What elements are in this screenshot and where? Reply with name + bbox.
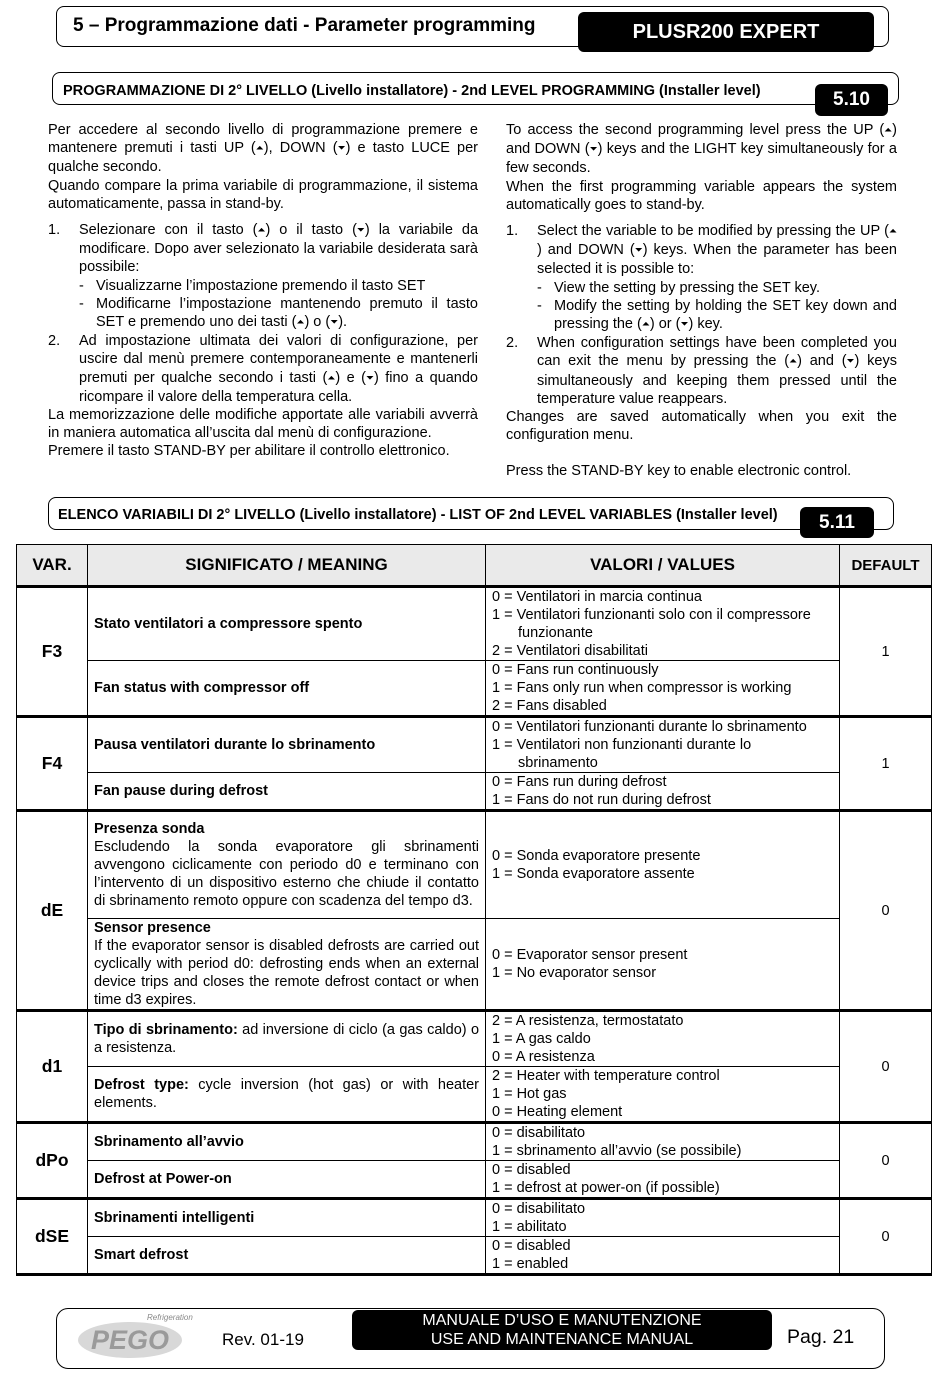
- arrow-down-icon: ⏷: [634, 245, 643, 257]
- list-item: - Modificarne l’impostazione mantenendo premuto il tasto SET e premendo uno dei tasti (⏶) o (⏷).: [79, 295, 478, 332]
- default-value: 0: [840, 811, 932, 1011]
- chapter-title: 5 – Programmazione dati - Parameter programming: [73, 15, 536, 36]
- logo-text: PEGO: [91, 1325, 170, 1355]
- table-row: [17, 1123, 932, 1161]
- meaning-it: Presenza sonda Escludendo la sonda evaporatore gli sbrinamenti avvengono ciclicamente con periodo d0 e terminano con l’intervento di un dispositivo esterno che chiude il contatto di sbrinamento remoto oppure con scadenza del tempo d3.: [88, 811, 486, 919]
- column-header-var: VAR.: [17, 545, 88, 587]
- paragraph: Premere il tasto STAND-BY per abilitare il controllo elettronico.: [48, 443, 450, 460]
- manual-title: MANUALE D’USO E MANUTENZIONE USE AND MAINTENANCE MANUAL: [352, 1310, 772, 1350]
- arrow-down-icon: ⏷: [365, 372, 374, 384]
- arrow-up-icon: ⏶: [789, 356, 798, 368]
- meaning-en: Defrost at Power-on: [88, 1161, 486, 1199]
- values-en: 0 = disabled 1 = enabled: [486, 1237, 840, 1275]
- arrow-down-icon: ⏷: [337, 143, 346, 155]
- arrow-up-icon: ⏶: [641, 319, 650, 331]
- meaning-it: Sbrinamento all’avvio: [88, 1123, 486, 1161]
- meaning-it: Tipo di sbrinamento: ad inversione di ciclo (a gas caldo) o a resistenza.: [88, 1011, 486, 1067]
- default-value: 0: [840, 1011, 932, 1123]
- values-it: 0 = Sonda evaporatore presente 1 = Sonda evaporatore assente: [486, 811, 840, 919]
- values-en: 2 = Heater with temperature control 1 = Hot gas 0 = Heating element: [486, 1067, 840, 1123]
- meaning-en: Fan status with compressor off: [88, 661, 486, 717]
- section-title-5-10: PROGRAMMAZIONE DI 2° LIVELLO (Livello installatore) - 2nd LEVEL PROGRAMMING (Installer level): [63, 83, 761, 99]
- values-it: 0 = Ventilatori funzionanti durante lo sbrinamento 1 = Ventilatori non funzionanti durante lo sbrinamento: [486, 717, 840, 773]
- list-item: 2. When configuration settings have been completed you can exit the menu by pressing the (⏶) and (⏷) keys simultaneously and keeping them pressed until the temperature value reappears.: [506, 335, 897, 407]
- revision: Rev. 01-19: [222, 1330, 304, 1349]
- meaning-en: Fan pause during defrost: [88, 773, 486, 811]
- pego-logo: [75, 1306, 193, 1362]
- values-en: 0 = disabled 1 = defrost at power-on (if possible): [486, 1161, 840, 1199]
- var-code: F4: [17, 717, 88, 811]
- paragraph: Quando compare la prima variabile di programmazione, il sistema automaticamente, passa in stand-by.: [48, 177, 478, 212]
- paragraph: Press the STAND-BY key to enable electronic control.: [506, 463, 852, 480]
- steps-list: [48, 221, 478, 406]
- model-badge: PLUSR200 EXPERT: [578, 12, 874, 52]
- values-it: 0 = Ventilatori in marcia continua 1 = Ventilatori funzionanti solo con il compressore funzionante 2 = Ventilatori disabilitati: [486, 587, 840, 661]
- meaning-it: Pausa ventilatori durante lo sbrinamento: [88, 717, 486, 773]
- list-item: 2. Ad impostazione ultimata dei valori di configurazione, per uscire dal menù premere contemporaneamente e mantenerli premuti per qualche secondo i tasti (⏶) e (⏷) fino a quando ricompare il valore della temperatura cella.: [48, 333, 478, 405]
- values-it: 0 = disabilitato 1 = abilitato: [486, 1199, 840, 1237]
- meaning-it: Sbrinamenti intelligenti: [88, 1199, 486, 1237]
- table-row: [17, 811, 932, 919]
- values-en: 0 = Evaporator sensor present 1 = No evaporator sensor: [486, 919, 840, 1011]
- paragraph: To access the second programming level press the UP (⏶) and DOWN (⏷) keys and the LIGHT key simultaneously for a few seconds.: [506, 122, 897, 177]
- steps-list: [506, 222, 897, 408]
- table-row: [17, 717, 932, 773]
- table-row: [17, 773, 932, 811]
- default-value: 1: [840, 717, 932, 811]
- arrow-down-icon: ⏷: [330, 317, 339, 329]
- column-header-meaning: SIGNIFICATO / MEANING: [88, 545, 486, 587]
- var-code: dPo: [17, 1123, 88, 1199]
- paragraph: La memorizzazione delle modifiche apportate alle variabili avverrà in maniera automatica all’uscita dal menù di configurazione.: [48, 407, 478, 442]
- meaning-it: Stato ventilatori a compressore spento: [88, 587, 486, 661]
- list-item: 1. Selezionare con il tasto (⏶) o il tasto (⏷) la variabile da modificare. Dopo aver selezionato la variabile desiderata sarà possibile: - Visualizzarne l’impostazione premendo il tasto SET - Modificarne l’impostazione mantenendo premuto il tasto SET e premendo uno dei tasti (⏶) o (⏷).: [48, 221, 478, 332]
- intro-italian: [48, 121, 478, 461]
- var-code: F3: [17, 587, 88, 717]
- paragraph: When the first programming variable appears the system automatically goes to stand-by.: [506, 178, 897, 213]
- meaning-en: Defrost type: cycle inversion (hot gas) or with heater elements.: [88, 1067, 486, 1123]
- paragraph: Per accedere al secondo livello di programmazione premere e mantenere premuti i tasti UP (⏶), DOWN (⏷) e tasto LUCE per qualche secondo.: [48, 122, 479, 176]
- table-row: [17, 919, 932, 1011]
- variables-table: [16, 544, 932, 1276]
- arrow-up-icon: ⏶: [889, 226, 897, 238]
- default-value: 1: [840, 587, 932, 717]
- page-number: Pag. 21: [787, 1326, 855, 1348]
- meaning-en: Smart defrost: [88, 1237, 486, 1275]
- arrow-down-icon: ⏷: [356, 225, 365, 237]
- values-it: 0 = disabilitato 1 = sbrinamento all’avvio (se possibile): [486, 1123, 840, 1161]
- logo-subtext: Refrigeration: [147, 1313, 193, 1322]
- default-value: 0: [840, 1123, 932, 1199]
- default-value: 0: [840, 1199, 932, 1275]
- arrow-up-icon: ⏶: [327, 372, 336, 384]
- values-it: 2 = A resistenza, termostatato 1 = A gas caldo 0 = A resistenza: [486, 1011, 840, 1067]
- table-row: [17, 1237, 932, 1275]
- values-en: 0 = Fans run continuously 1 = Fans only run when compressor is working 2 = Fans disabled: [486, 661, 840, 717]
- table-row: [17, 661, 932, 717]
- arrow-up-icon: ⏶: [296, 317, 305, 329]
- values-en: 0 = Fans run during defrost 1 = Fans do not run during defrost: [486, 773, 840, 811]
- arrow-up-icon: ⏶: [257, 225, 266, 237]
- list-item: 1. Select the variable to be modified by pressing the UP (⏶) and DOWN (⏷) keys. When the parameter has been selected it is possible to: - View the setting by pressing the SET key. - Modify the setting by holding the SET key down and pressing the (⏶) or (⏷) key.: [506, 222, 897, 334]
- table-row: [17, 587, 932, 661]
- column-header-values: VALORI / VALUES: [486, 545, 840, 587]
- table-row: [17, 1067, 932, 1123]
- table-row: [17, 1011, 932, 1067]
- arrow-down-icon: ⏷: [680, 319, 689, 331]
- meaning-en: Sensor presence If the evaporator sensor is disabled defrosts are carried out cyclically with period d0: defrosting ends when an external device trips and closes the remote defrost contact or when time d3 expires.: [88, 919, 486, 1011]
- var-code: d1: [17, 1011, 88, 1123]
- table-header-row: [17, 545, 932, 587]
- section-number-5-10: 5.10: [815, 84, 888, 116]
- arrow-down-icon: ⏷: [846, 356, 855, 368]
- paragraph: Changes are saved automatically when you exit the configuration menu.: [506, 409, 897, 444]
- list-item: - View the setting by pressing the SET key.: [537, 279, 820, 296]
- table-row: [17, 1199, 932, 1237]
- arrow-up-icon: ⏶: [884, 125, 893, 136]
- list-item: - Visualizzarne l’impostazione premendo il tasto SET: [79, 277, 426, 294]
- var-code: dSE: [17, 1199, 88, 1275]
- var-code: dE: [17, 811, 88, 1011]
- section-number-5-11: 5.11: [800, 507, 874, 538]
- section-title-5-11: ELENCO VARIABILI DI 2° LIVELLO (Livello installatore) - LIST OF 2nd LEVEL VARIABLES (Installer level): [58, 507, 778, 523]
- column-header-default: DEFAULT: [840, 545, 932, 587]
- list-item: - Modify the setting by holding the SET key down and pressing the (⏶) or (⏷) key.: [537, 297, 897, 334]
- arrow-down-icon: ⏷: [589, 144, 598, 156]
- intro-english: [506, 121, 897, 481]
- arrow-up-icon: ⏶: [255, 143, 264, 155]
- table-row: [17, 1161, 932, 1199]
